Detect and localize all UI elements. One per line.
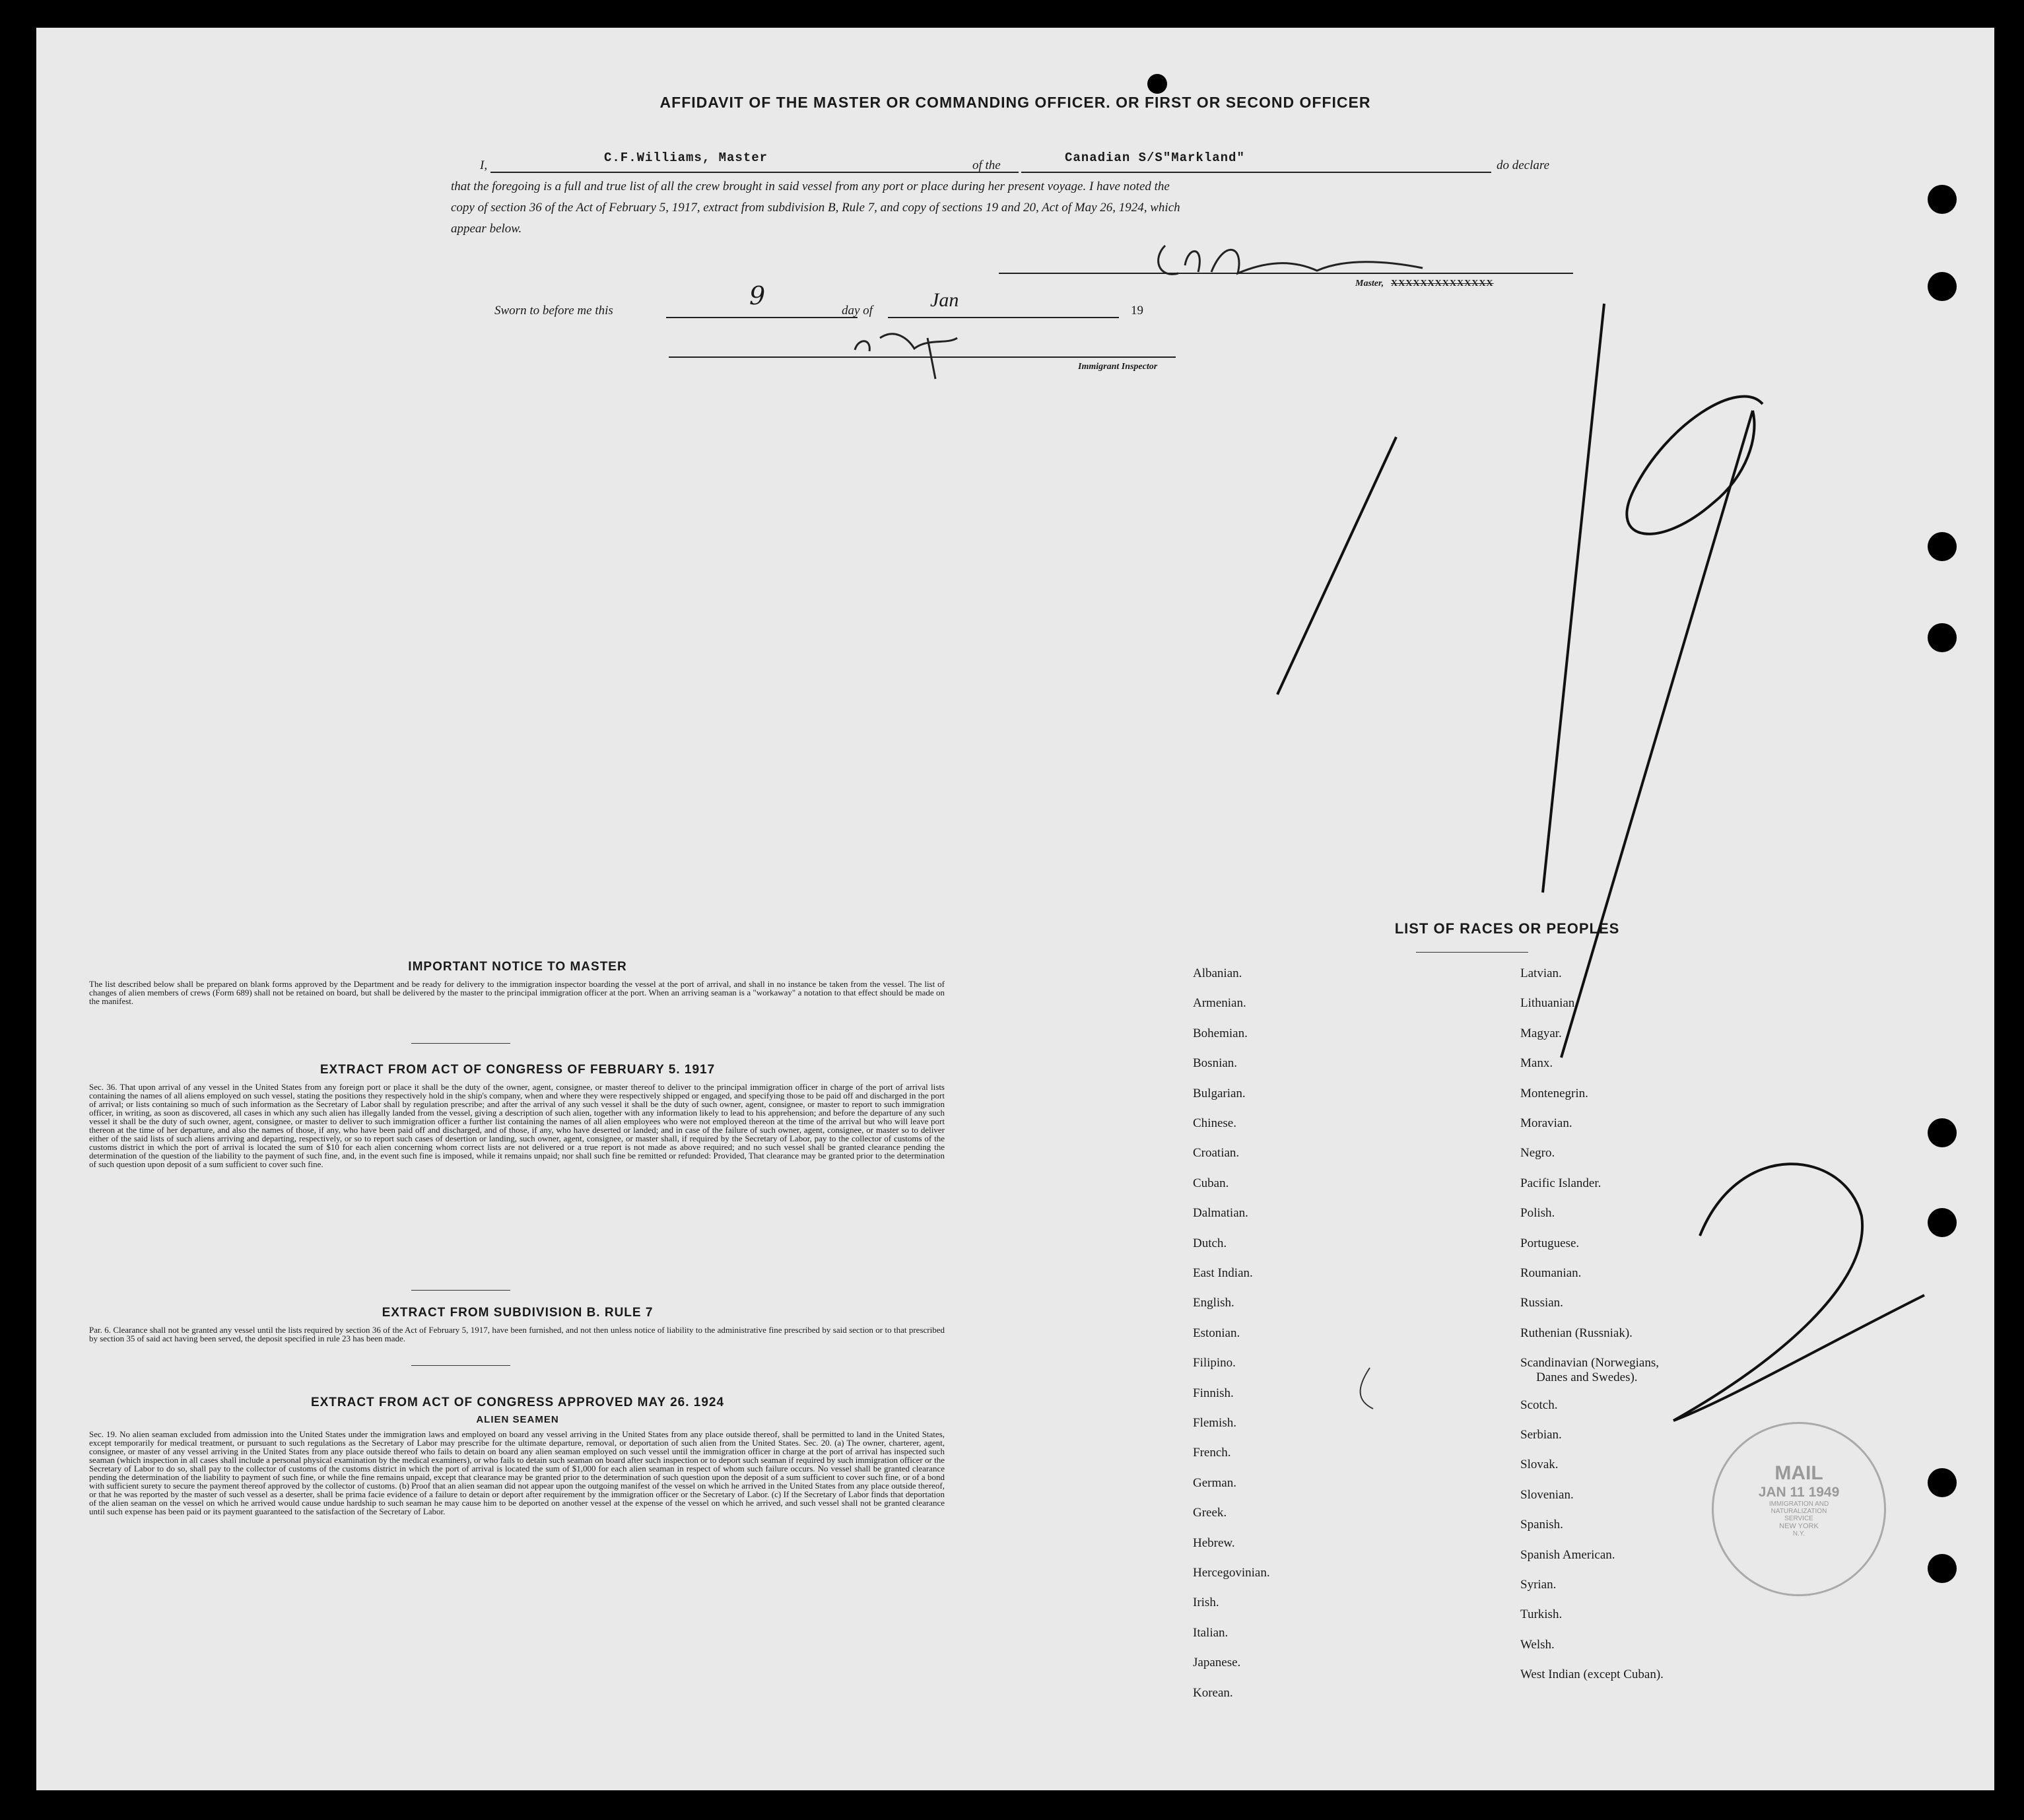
punch-hole [1928, 1118, 1957, 1147]
race-item: Chinese. [1193, 1116, 1236, 1130]
punch-hole [1928, 1208, 1957, 1237]
of-the-label: of the [972, 158, 1001, 172]
race-item: Filipino. [1193, 1356, 1236, 1370]
extract-1924-title: EXTRACT FROM ACT OF CONGRESS APPROVED MAY 26. 1924 [310, 1396, 725, 1409]
inspector-signature [855, 334, 957, 379]
race-item: Roumanian. [1520, 1266, 1582, 1280]
master-signature [1159, 246, 1423, 274]
race-item: Bulgarian. [1193, 1086, 1246, 1100]
race-item: Manx. [1520, 1056, 1553, 1071]
race-item: Serbian. [1520, 1428, 1562, 1442]
punch-hole [1928, 532, 1957, 561]
race-item: Ruthenian (Russniak). [1520, 1326, 1633, 1340]
race-item: Lithuanian. [1520, 996, 1578, 1011]
race-item: Polish. [1520, 1206, 1555, 1221]
race-item: Dalmatian. [1193, 1206, 1248, 1221]
rule7-text: Par. 6. Clearance shall not be granted any vessel until the lists required by section 36 of the Act of February 5, 1917, have been furnished, and not then unless notice of liability to the administrative fine prescribed by said section or to that prescribed by section 35 of said act having been served, the deposit specified in rule 23 has been made. [89, 1325, 945, 1343]
race-item: Slovak. [1520, 1458, 1559, 1472]
inspector-caption: Immigrant Inspector [1078, 362, 1158, 372]
page-number-handwritten [1277, 304, 1763, 1058]
master-caption: Master, [1355, 279, 1384, 288]
race-item: Armenian. [1193, 996, 1246, 1011]
race-item: Latvian. [1520, 966, 1562, 980]
stamp-line-2: JAN 11 1949 [1758, 1485, 1840, 1500]
race-item: Scotch. [1520, 1398, 1558, 1412]
race-item: Croatian. [1193, 1146, 1240, 1161]
race-item: Negro. [1520, 1146, 1555, 1161]
document-page [36, 28, 1994, 1790]
stamp-line-7: N.Y. [1792, 1530, 1805, 1537]
race-item: Magyar. [1520, 1026, 1562, 1040]
struck-officer-title: XXXXXXXXXXXXXX [1391, 279, 1494, 288]
race-item: Welsh. [1520, 1637, 1555, 1652]
punch-hole [1928, 1554, 1957, 1583]
race-item: Hebrew. [1193, 1535, 1235, 1550]
race-item: Pacific Islander. [1520, 1176, 1602, 1190]
rule7-title: EXTRACT FROM SUBDIVISION B. RULE 7 [382, 1306, 654, 1320]
sworn-month-handwritten: Jan [930, 289, 959, 311]
race-item: Hercegovinian. [1193, 1566, 1270, 1580]
affidavit-line-4: appear below. [451, 222, 522, 236]
race-item: Moravian. [1520, 1116, 1572, 1130]
day-of-label: day of [842, 304, 873, 318]
race-item: Bohemian. [1193, 1026, 1248, 1040]
race-item: Bosnian. [1193, 1056, 1238, 1071]
sworn-label: Sworn to before me this [494, 304, 613, 318]
race-item: Irish. [1193, 1596, 1219, 1610]
sworn-day-handwritten: 9 [749, 281, 766, 310]
race-item: Estonian. [1193, 1326, 1240, 1340]
race-item: Albanian. [1193, 966, 1242, 980]
extract-1917-text: Sec. 36. That upon arrival of any vessel in the United States from any foreign port or place it shall be the duty of the owner, agent, consignee, or master thereof to deliver to the principal immigration officer in charge of the port of arrival lists containing the names of all aliens employed on such vessel, stating the positions they respectively hold in the ship's company, when and where they were respectively shipped or engaged, and specifying those to be paid off and discharged in the port of arrival; or lists containing so much of such information as the Secretary of Labor shall by regulation prescribe; and after the arrival of any such vessel it shall be the duty of such owner, agent, consignee, or master to report to such immigration officer, in writing, as soon as discovered, all cases in which any such alien has illegally landed from the vessel, giving a description of such alien, together with any information likely to lead to his apprehension; and before the departure of any such vessel it shall be the duty of such owner, agent, consignee, or master to deliver to such immigration officer a further list containing the names of all alien employees who were not employed thereon at the time of the arrival but who will leave port thereon at the time of her departure, and also the names of those, if any, who have been paid off and discharged, and of those, if any, who have deserted or landed; and in case of the failure of such owner, agent, consignee, or master so to deliver either of the said lists of such aliens arriving and departing, respectively, or so to report such cases of desertion or landing, such owner, agent, consignee, or master shall, if required by the Secretary of Labor, pay to the collector of customs of the customs district in which the port of arrival is located the sum of $10 for each alien concerning whom correct lists are not delivered or a true report is not made as above required; and no such vessel shall be granted clearance pending the determination of the question of the liability to the payment of such fine, and, in the event such fine is imposed, while it remains unpaid; nor shall such fine be remitted or refunded: Provided, That clearance may be granted prior to the determination of such question upon deposit of a sum sufficient to cover such fine. [89, 1082, 945, 1169]
affidavit-title: AFFIDAVIT OF THE MASTER OR COMMANDING OFFICER. OR FIRST OR SECOND OFFICER [659, 94, 1371, 111]
race-item: Turkish. [1520, 1607, 1563, 1622]
year-prefix: 19 [1131, 304, 1143, 318]
mark-handwritten [1673, 1164, 1924, 1421]
race-item: French. [1193, 1446, 1231, 1460]
do-declare-label: do declare [1497, 158, 1550, 172]
stamp-line-5: SERVICE [1784, 1515, 1813, 1522]
punch-hole [1928, 1468, 1957, 1497]
race-item: Italian. [1193, 1625, 1229, 1640]
punch-hole [1928, 623, 1957, 652]
punch-hole [1928, 272, 1957, 301]
stamp-line-4: NATURALIZATION [1771, 1508, 1827, 1515]
race-item: Syrian. [1520, 1578, 1557, 1592]
small-pencil-mark [1361, 1368, 1373, 1409]
stamp-line-3: IMMIGRATION AND [1769, 1500, 1829, 1508]
race-item: English. [1193, 1296, 1234, 1310]
punch-hole [1147, 74, 1167, 94]
race-item: Dutch. [1193, 1236, 1227, 1250]
vessel-name: Canadian S/S"Markland" [1065, 151, 1245, 165]
race-item: Finnish. [1193, 1386, 1234, 1400]
race-item: Spanish. [1520, 1518, 1563, 1532]
affidavit-line-3: copy of section 36 of the Act of February 5, 1917, extract from subdivision B, Rule 7, and copy of sections 19 and 20, Act of May 26, 1924, which [451, 201, 1180, 215]
extract-1924-text: Sec. 19. No alien seaman excluded from admission into the United States under the immigration laws and employed on board any vessel arriving in the United States from any place outside thereof, shall be permitted to land in the United States, except temporarily for medical treatment, or pursuant to such regulations as the Secretary of Labor may prescribe for the ultimate departure, removal, or deportation of such alien from the United States. Sec. 20. (a) The owner, charterer, agent, consignee, or master of any vessel arriving in the United States from any place outside thereof who fails to detain on board any alien seaman employed on such vessel until the immigration officer in charge at the port of arrival has inspected such seaman (which inspection in all cases shall include a personal physical examination by the medical examiners), or who fails to detain such seaman on board after such inspection or to deport such seaman if required by such immigration officer or the Secretary of Labor to do so, shall pay to the collector of customs of the customs district in which the port of arrival is located the sum of $1,000 for each alien seaman in respect of whom such failure occurs. No vessel shall be granted clearance pending the determination of the liability to payment of such fine, or while the fine remains unpaid, except that clearance may be granted prior to the determination of such question upon the deposit of a sum sufficient to cover such fine, or of a bond with sufficient surety to secure the payment thereof approved by the collector of customs. (b) Proof that an alien seaman did not appear upon the outgoing manifest of the vessel on which he arrived in the United States from any place outside thereof, or that he was reported by the master of such vessel as a deserter, shall be prima facie evidence of a failure to detain or deport after requirement by the immigration officer or the Secretary of Labor. (c) If the Secretary of Labor finds that deportation of the alien seaman on the vessel on which he arrived would cause undue hardship to such seaman he may cause him to be deported on another vessel at the expense of the vessel on which he arrived, and such vessel shall not be granted clearance until such expense has been paid or its payment guaranteed to the satisfaction of the Secretary of Labor. [89, 1429, 945, 1516]
race-item: Slovenian. [1520, 1487, 1574, 1502]
race-item: Japanese. [1193, 1656, 1241, 1670]
race-item: Spanish American. [1520, 1547, 1615, 1562]
affidavit-line-2: that the foregoing is a full and true list of all the crew brought in said vessel from any port or place during her present voyage. I have noted the [451, 180, 1170, 193]
race-item: German. [1193, 1475, 1236, 1490]
i-label: I, [480, 158, 488, 172]
punch-hole [1928, 185, 1957, 214]
race-item: Scandinavian (Norwegians, [1520, 1356, 1659, 1370]
race-item: Korean. [1193, 1685, 1233, 1700]
race-item: Portuguese. [1520, 1236, 1580, 1250]
handwriting-layer [36, 28, 1994, 1790]
race-item: Cuban. [1193, 1176, 1229, 1190]
stamp-line-1: MAIL [1774, 1462, 1823, 1484]
extract-1917-title: EXTRACT FROM ACT OF CONGRESS OF FEBRUARY 5. 1917 [320, 1063, 716, 1077]
race-item: West Indian (except Cuban). [1520, 1668, 1664, 1682]
race-item: Russian. [1520, 1296, 1563, 1310]
notice-title: IMPORTANT NOTICE TO MASTER [408, 960, 627, 974]
race-item: Greek. [1193, 1506, 1227, 1520]
extract-1924-subtitle: ALIEN SEAMEN [476, 1414, 559, 1425]
master-name: C.F.Williams, Master [604, 151, 768, 165]
race-item: Danes and Swedes). [1536, 1370, 1638, 1385]
races-title: LIST OF RACES OR PEOPLES [1394, 920, 1620, 937]
race-item: Flemish. [1193, 1416, 1236, 1430]
race-item: Montenegrin. [1520, 1086, 1588, 1100]
race-item: East Indian. [1193, 1266, 1253, 1280]
notice-text: The list described below shall be prepared on blank forms approved by the Department and be ready for delivery to the immigration inspector boarding the vessel at the port of arrival, and shall in no instance be taken from the vessel. The list of changes of alien members of crews (Form 689) shall not be retained on board, but shall be delivered by the master to the principal immigration officer at the port. When an arriving seaman is a "workaway" a notation to that effect should be made on the manifest. [89, 979, 945, 1006]
stamp-line-6: NEW YORK [1779, 1522, 1819, 1530]
